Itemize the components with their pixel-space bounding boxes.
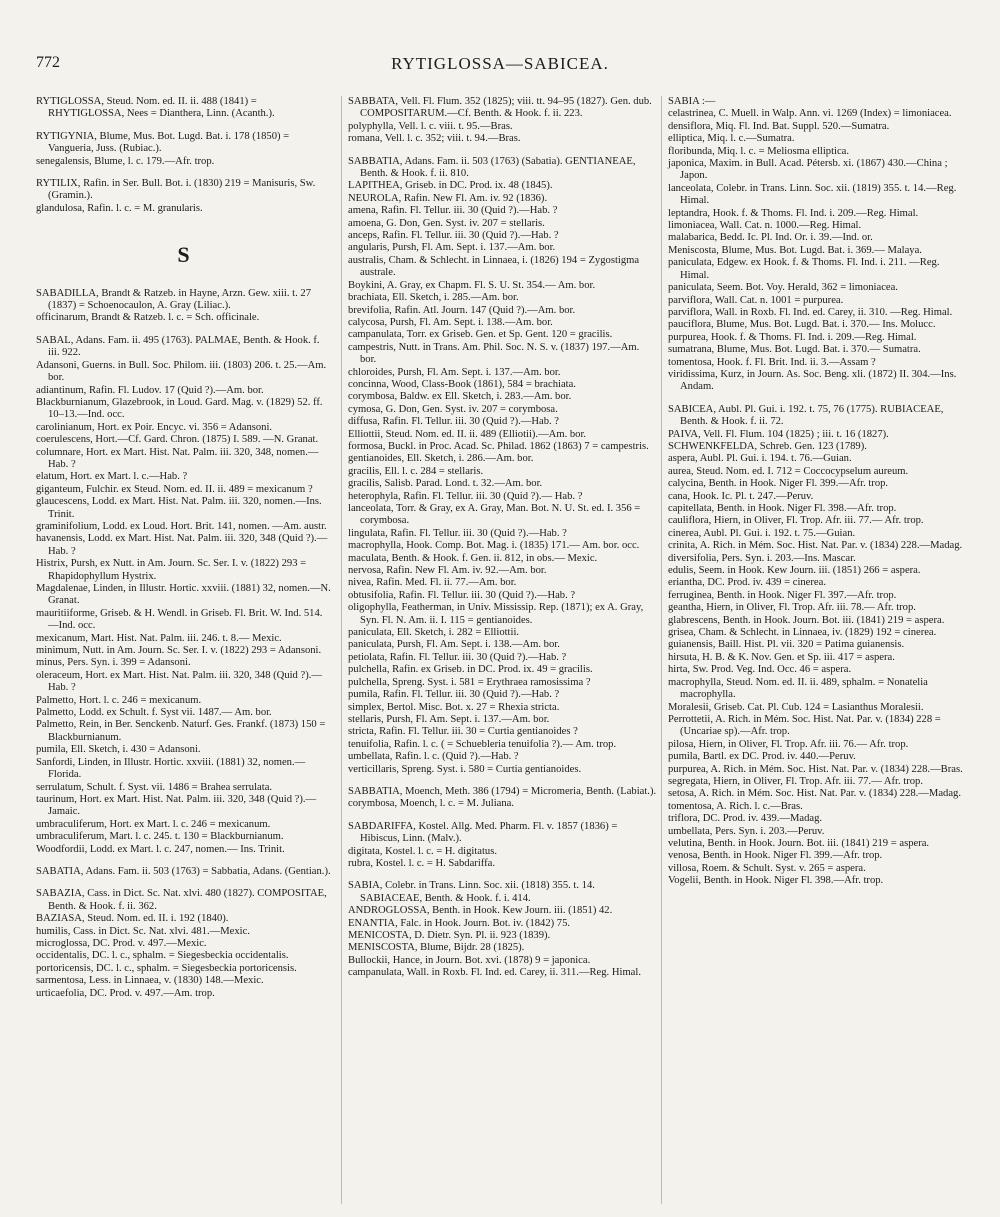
species-entry: brachiata, Ell. Sketch, i. 285.—Am. bor. bbox=[348, 292, 519, 304]
species-entry: Moralesii, Griseb. Cat. Pl. Cub. 124 = Lasianthus Moralesii. bbox=[668, 701, 924, 713]
species-entry: adiantinum, Rafin. Fl. Ludov. 17 (Quid ?).—Am. bor. bbox=[36, 384, 264, 396]
species-entry: gentianoides, Ell. Sketch, i. 286.—Am. bor. bbox=[348, 453, 534, 465]
species-entry: amoena, G. Don, Gen. Syst. iv. 207 = stellaris. bbox=[348, 217, 545, 229]
species-entry: serrulatum, Schult. f. Syst. vii. 1486 = Brahea serrulata. bbox=[36, 781, 273, 793]
species-entry: havanensis, Lodd. ex Mart. Hist. Nat. Palm. iii. 320, 348 (Quid ?).—Hab. ? bbox=[36, 533, 328, 557]
species-entry: umbellata, Rafin. l. c. (Quid ?).—Hab. ? bbox=[348, 751, 519, 763]
species-entry: graminifolium, Lodd. ex Loud. Hort. Brit. 141, nomen. —Am. austr. bbox=[36, 520, 327, 532]
species-entry: Magdalenae, Linden, in Illustr. Hortic. xxviii. (1881) 32, nomen.—N. Granat. bbox=[36, 583, 331, 607]
species-entry: mauritiiforme, Griseb. & H. Wendl. in Griseb. Fl. Brit. W. Ind. 514.—Ind. occ. bbox=[36, 607, 323, 632]
species-entry: MENISCOSTA, Blume, Bijdr. 28 (1825). bbox=[348, 942, 525, 954]
species-entry: campestris, Nutt. in Trans. Am. Phil. Soc. N. S. v. (1837) 197.—Am. bor. bbox=[348, 341, 640, 366]
entry-block bbox=[348, 821, 657, 871]
entry-block bbox=[36, 335, 331, 856]
species-entry: occidentalis, DC. l. c., sphalm. = Siegesbeckia occidentalis. bbox=[36, 950, 289, 962]
species-entry: giganteum, Fulchir. ex Steud. Nom. ed. II. ii. 489 = mexicanum ? bbox=[36, 483, 313, 495]
species-entry: Palmetto, Hort. l. c. 246 = mexicanum. bbox=[36, 694, 202, 706]
species-entry: hirsuta, H. B. & K. Nov. Gen. et Sp. iii. 417 = aspera. bbox=[668, 651, 895, 663]
species-entry: velutina, Benth. in Hook. Journ. Bot. iii. (1841) 219 = aspera. bbox=[668, 837, 930, 849]
species-entry: cymosa, G. Don, Gen. Syst. iv. 207 = corymbosa. bbox=[348, 403, 558, 415]
species-entry: grisea, Cham. & Schlecht. in Linnaea, iv. (1829) 192 = cinerea. bbox=[668, 627, 937, 639]
species-entry: parviflora, Wall. in Roxb. Fl. Ind. ed. Carey, ii. 310. —Reg. Himal. bbox=[668, 306, 953, 318]
genus-entry: SABAL, Adans. Fam. ii. 495 (1763). PALMAE, Benth. & Hook. f. iii. 922. bbox=[36, 334, 320, 359]
species-entry: calycina, Benth. in Hook. Niger Fl. 399.—Afr. trop. bbox=[668, 478, 889, 490]
species-entry: columnare, Hort. ex Mart. Hist. Nat. Palm. iii. 320, 348, nomen.—Hab. ? bbox=[36, 446, 319, 470]
species-entry: Elliottii, Steud. Nom. ed. II. ii. 489 (Elliotii).—Am. bor. bbox=[348, 428, 587, 440]
species-entry: viridissima, Kurz, in Journ. As. Soc. Beng. xli. (1872) II. 304.—Ins. Andam. bbox=[668, 368, 957, 393]
species-entry: macrophylla, Steud. Nom. ed. II. ii. 489, sphalm. = Nonatelia macrophylla. bbox=[668, 676, 928, 701]
genus-entry: RYTIGLOSSA, Steud. Nom. ed. II. ii. 488 (1841) = RHYTIGLOSSA, Nees = Dianthera, Linn. (Acanth.). bbox=[36, 96, 275, 120]
species-entry: obtusifolia, Rafin. Fl. Tellur. iii. 30 (Quid ?).—Hab. ? bbox=[348, 589, 576, 601]
species-entry: Sanfordi, Linden, in Illustr. Hortic. xxviii. (1881) 32, nomen.—Florida. bbox=[36, 756, 306, 781]
species-entry: aurea, Steud. Nom. ed. I. 712 = Coccocypselum aureum. bbox=[668, 465, 909, 477]
species-entry: capitellata, Benth. in Hook. Niger Fl. 398.—Afr. trop. bbox=[668, 503, 897, 514]
species-entry: oleraceum, Hort. ex Mart. Hist. Nat. Palm. iii. 320, 348 (Quid ?).—Hab. ? bbox=[36, 669, 322, 694]
genus-entry: RYTIGYNIA, Blume, Mus. Bot. Lugd. Bat. i. 178 (1850) = Vangueria, Juss. (Rubiac.). bbox=[36, 130, 290, 155]
text-columns bbox=[36, 96, 964, 1204]
species-entry: cauliflora, Hiern, in Oliver, Fl. Trop. Afr. iii. 77.— Afr. trop. bbox=[668, 515, 924, 527]
entry-block bbox=[348, 786, 657, 811]
entry-block bbox=[348, 156, 657, 776]
species-entry: venosa, Benth. in Hook. Niger Fl. 399.—Afr. trop. bbox=[668, 850, 883, 862]
species-entry: pilosa, Hiern, in Oliver, Fl. Trop. Afr. iii. 76.— Afr. trop. bbox=[668, 738, 909, 750]
entry-block bbox=[668, 96, 971, 394]
species-entry: paniculata, Seem. Bot. Voy. Herald, 362 = limoniacea. bbox=[668, 282, 898, 294]
species-entry: diversifolia, Pers. Syn. i. 203.—Ins. Mascar. bbox=[668, 552, 856, 564]
species-entry: lanceolata, Colebr. in Trans. Linn. Soc. xii. (1819) 355. t. 14.—Reg. Himal. bbox=[668, 182, 957, 207]
section-letter: S bbox=[177, 242, 190, 268]
species-entry: elliptica, Miq. l. c.—Sumatra. bbox=[668, 133, 795, 145]
species-entry: corymbosa, Baldw. ex Ell. Sketch, i. 283.—Am. bor. bbox=[348, 391, 572, 403]
species-entry: cana, Hook. Ic. Pl. t. 247.—Peruv. bbox=[668, 490, 814, 502]
species-entry: diffusa, Rafin. Fl. Tellur. iii. 30 (Quid ?).—Hab. ? bbox=[348, 416, 560, 428]
entry-block bbox=[348, 96, 657, 146]
species-entry: umbraculiferum, Hort. ex Mart. l. c. 246 = mexicanum. bbox=[36, 818, 271, 830]
entry-block bbox=[348, 880, 657, 979]
page-number: 772 bbox=[36, 54, 60, 71]
species-entry: SCHWENKFELDA, Schreb. Gen. 123 (1789). bbox=[668, 440, 867, 452]
species-entry: Bullockii, Hance, in Journ. Bot. xvi. (1878) 9 = japonica. bbox=[348, 954, 591, 966]
genus-entry: SABIA, Colebr. in Trans. Linn. Soc. xii. (1818) 355. t. 14. SABIACEAE, Benth. & Hook. f. i. 414. bbox=[348, 880, 595, 904]
species-entry: glabrescens, Benth. in Hook. Journ. Bot. iii. (1841) 219 = aspera. bbox=[668, 614, 945, 626]
column-2 bbox=[341, 96, 657, 1204]
species-entry: floribunda, Miq. l. c. = Meliosma elliptica. bbox=[668, 145, 850, 157]
entry-block bbox=[36, 96, 331, 121]
species-entry: digitata, Kostel. l. c. = H. digitatus. bbox=[348, 845, 497, 857]
species-entry: gracilis, Ell. l. c. 284 = stellaris. bbox=[348, 465, 484, 477]
species-entry: crinita, A. Rich. in Mém. Soc. Hist. Nat. Par. v. (1834) 228.—Madag. bbox=[668, 540, 963, 552]
species-entry: minimum, Nutt. in Am. Journ. Sc. Ser. I. v. (1822) 293 = Adansoni. bbox=[36, 645, 322, 657]
species-entry: aspera, Aubl. Pl. Gui. i. 194. t. 76.—Guian. bbox=[668, 453, 852, 465]
species-entry: setosa, A. Rich. in Mém. Soc. Hist. Nat. Par. v. (1834) 228.—Madag. bbox=[668, 788, 961, 800]
species-entry: PAIVA, Vell. Fl. Flum. 104 (1825) ; iii. t. 16 (1827). bbox=[668, 428, 889, 440]
species-entry: carolinianum, Hort. ex Poir. Encyc. vi. 356 = Adansoni. bbox=[36, 421, 273, 433]
species-entry: glandulosa, Rafin. l. c. = M. granularis. bbox=[36, 202, 203, 214]
entry-block bbox=[36, 288, 331, 325]
species-entry: portoricensis, DC. l. c., sphalm. = Siegesbeckia portoricensis. bbox=[36, 962, 297, 974]
species-entry: japonica, Maxim. in Bull. Acad. Pétersb. xi. (1867) 430.—China ; Japon. bbox=[668, 158, 948, 182]
species-entry: petiolata, Rafin. Fl. Tellur. iii. 30 (Quid ?).—Hab. ? bbox=[348, 651, 567, 663]
species-entry: gracilis, Salisb. Parad. Lond. t. 32.—Am. bor. bbox=[348, 478, 543, 490]
species-entry: Vogelii, Benth. in Hook. Niger Fl. 398.—Afr. trop. bbox=[668, 875, 884, 887]
genus-entry: SABAZIA, Cass. in Dict. Sc. Nat. xlvi. 480 (1827). COMPOSITAE, Benth. & Hook. f. ii. 362. bbox=[36, 888, 327, 912]
species-entry: MENICOSTA, D. Dietr. Syn. Pl. ii. 923 (1839). bbox=[348, 930, 551, 941]
species-entry: paniculata, Edgew. ex Hook. f. & Thoms. Fl. Ind. i. 211. —Reg. Himal. bbox=[668, 257, 940, 281]
species-entry: Woodfordii, Lodd. ex Mart. l. c. 247, nomen.— Ins. Trinit. bbox=[36, 843, 285, 855]
species-entry: simplex, Bertol. Misc. Bot. x. 27 = Rhexia stricta. bbox=[348, 701, 560, 713]
species-entry: pauciflora, Blume, Mus. Bot. Lugd. Bat. i. 370.— Ins. Molucc. bbox=[668, 319, 936, 331]
species-entry: densiflora, Miq. Fl. Ind. Bat. Suppl. 520.—Sumatra. bbox=[668, 120, 890, 132]
species-entry: campanulata, Torr. ex Griseb. Gen. et Sp. Gent. 120 = gracilis. bbox=[348, 329, 613, 341]
species-entry: tenuifolia, Rafin. l. c. ( = Schuebleria tenuifolia ?).— Am. trop. bbox=[348, 738, 617, 750]
genus-entry: SABBATIA, Moench, Meth. 386 (1794) = Micromeria, Benth. (Labiat.). bbox=[348, 785, 657, 797]
genus-entry: SABDARIFFA, Kostel. Allg. Med. Pharm. Fl. v. 1857 (1836) = Hibiscus, Linn. (Malv.). bbox=[348, 820, 618, 845]
column-1 bbox=[36, 96, 331, 1204]
genus-entry: SABATIA, Adans. Fam. ii. 503 (1763) = Sabbatia, Adans. (Gentian.). bbox=[36, 865, 331, 877]
page-header bbox=[36, 54, 964, 78]
species-entry: eriantha, DC. Prod. iv. 439 = cinerea. bbox=[668, 577, 826, 589]
species-entry: leptandra, Hook. f. & Thoms. Fl. Ind. i. 209.—Reg. Himal. bbox=[668, 207, 919, 219]
species-entry: glaucescens, Lodd. ex Mart. Hist. Nat. Palm. iii. 320, nomen.—Ins. Trinit. bbox=[36, 496, 322, 520]
species-entry: macrophylla, Hook. Comp. Bot. Mag. i. (1835) 171.— Am. bor. occ. bbox=[348, 540, 640, 552]
species-entry: purpurea, Hook. f. & Thoms. Fl. Ind. i. 209.—Reg. Himal. bbox=[668, 331, 917, 343]
species-entry: romana, Vell. l. c. 352; viii. t. 94.—Bras. bbox=[348, 133, 521, 145]
species-entry: umbellata, Pers. Syn. i. 203.—Peruv. bbox=[668, 825, 825, 837]
species-entry: paniculata, Pursh, Fl. Am. Sept. i. 138.—Am. bor. bbox=[348, 639, 560, 651]
species-entry: paniculata, Ell. Sketch, i. 282 = Elliottii. bbox=[348, 627, 520, 639]
species-entry: formosa, Buckl. in Proc. Acad. Sc. Philad. 1862 (1863) 7 = campestris. bbox=[348, 440, 649, 452]
species-entry: Meniscosta, Blume, Mus. Bot. Lugd. Bat. i. 369.— Malaya. bbox=[668, 244, 922, 256]
species-entry: celastrinea, C. Muell. in Walp. Ann. vi. 1269 (Index) = limoniacea. bbox=[668, 108, 952, 120]
species-entry: microglossa, DC. Prod. v. 497.—Mexic. bbox=[36, 937, 207, 949]
species-entry: triflora, DC. Prod. iv. 439.—Madag. bbox=[668, 813, 823, 825]
species-entry: Blackburnianum, Glazebrook, in Loud. Gard. Mag. v. (1829) 52. ff. 10–13.—Ind. occ. bbox=[36, 396, 323, 421]
species-entry: sarmentosa, Less. in Linnaea, v. (1830) 148.—Mexic. bbox=[36, 975, 264, 987]
species-entry: chloroides, Pursh, Fl. Am. Sept. i. 137.—Am. bor. bbox=[348, 366, 561, 378]
species-entry: segregata, Hiern, in Oliver, Fl. Trop. Afr. iii. 77.— Afr. trop. bbox=[668, 775, 923, 787]
species-entry: ferruginea, Benth. in Hook. Niger Fl. 397.—Afr. trop. bbox=[668, 589, 897, 601]
species-entry: senegalensis, Blume, l. c. 179.—Afr. trop. bbox=[36, 155, 215, 167]
species-entry: stellaris, Pursh, Fl. Am. Sept. i. 137.—Am. bor. bbox=[348, 713, 550, 725]
species-entry: umbraculiferum, Mart. l. c. 245. t. 130 = Blackburnianum. bbox=[36, 831, 284, 843]
species-entry: calycosa, Pursh, Fl. Am. Sept. i. 138.—Am. bor. bbox=[348, 316, 553, 328]
species-entry: edulis, Seem. in Hook. Kew Journ. iii. (1851) 266 = aspera. bbox=[668, 565, 921, 577]
species-entry: angularis, Pursh, Fl. Am. Sept. i. 137.—Am. bor. bbox=[348, 242, 556, 254]
entry-block bbox=[668, 404, 971, 888]
species-entry: nivea, Rafin. Med. Fl. ii. 77.—Am. bor. bbox=[348, 577, 517, 589]
genus-entry: SABBATIA, Adans. Fam. ii. 503 (1763) (Sabatia). GENTIANEAE, Benth. & Hook. f. ii. 810. bbox=[348, 155, 636, 180]
species-entry: lanceolata, Torr. & Gray, ex A. Gray, Man. Bot. N. U. St. ed. I. 356 = corymbosa. bbox=[348, 503, 641, 527]
species-entry: purpurea, A. Rich. in Mém. Soc. Hist. Nat. Par. v. (1834) 228.—Bras. bbox=[668, 763, 963, 775]
genus-entry: SABBATA, Vell. Fl. Flum. 352 (1825); viii. tt. 94–95 (1827). Gen. dub. COMPOSITARUM.—Cf. Benth. & Hook. f. ii. 223. bbox=[348, 96, 652, 120]
species-entry: verticillaris, Spreng. Syst. i. 580 = Curtia gentianoides. bbox=[348, 763, 582, 775]
species-entry: mexicanum, Mart. Hist. Nat. Palm. iii. 246. t. 8.— Mexic. bbox=[36, 632, 282, 644]
species-entry: limoniacea, Wall. Cat. n. 1000.—Reg. Himal. bbox=[668, 220, 862, 232]
running-head: RYTIGLOSSA—SABICEA. bbox=[391, 54, 609, 73]
species-entry: campanulata, Wall. in Roxb. Fl. Ind. ed. Carey, ii. 311.—Reg. Himal. bbox=[348, 967, 641, 979]
species-entry: pumila, Rafin. Fl. Tellur. iii. 30 (Quid ?).—Hab. ? bbox=[348, 689, 560, 701]
species-entry: NEUROLA, Rafin. New Fl. Am. iv. 92 (1836). bbox=[348, 192, 548, 204]
species-entry: Perrottetii, A. Rich. in Mém. Soc. Hist. Nat. Par. v. (1834) 228 = (Uncariae sp).—Afr. trop. bbox=[668, 713, 941, 738]
entry-block bbox=[36, 178, 331, 215]
species-entry: humilis, Cass. in Dict. Sc. Nat. xlvi. 481.—Mexic. bbox=[36, 925, 250, 937]
species-entry: officinarum, Brandt & Ratzeb. l. c. = Sch. officinale. bbox=[36, 312, 260, 324]
species-entry: tomentosa, Hook. f. Fl. Brit. Ind. ii. 3.—Assam ? bbox=[668, 356, 876, 368]
species-entry: hirta, Sw. Prod. Veg. Ind. Occ. 46 = aspera. bbox=[668, 664, 852, 676]
species-entry: rubra, Kostel. l. c. = H. Sabdariffa. bbox=[348, 857, 495, 869]
species-entry: villosa, Roem. & Schult. Syst. v. 265 = aspera. bbox=[668, 862, 866, 874]
species-entry: brevifolia, Rafin. Atl. Journ. 147 (Quid ?).—Am. bor. bbox=[348, 304, 576, 316]
species-entry: lingulata, Rafin. Fl. Tellur. iii. 30 (Quid ?).—Hab. ? bbox=[348, 527, 567, 539]
species-entry: geantha, Hiern, in Oliver, Fl. Trop. Afr. iii. 78.— Afr. trop. bbox=[668, 602, 916, 614]
species-entry: Palmetto, Rein, in Ber. Senckenb. Naturf. Ges. Frankf. (1873) 150 = Blackburnianum. bbox=[36, 719, 326, 743]
species-entry: parviflora, Wall. Cat. n. 1001 = purpurea. bbox=[668, 294, 844, 306]
species-entry: corymbosa, Moench, l. c. = M. Juliana. bbox=[348, 798, 515, 810]
species-entry: cinerea, Aubl. Pl. Gui. i. 192. t. 75.—Guian. bbox=[668, 527, 856, 539]
species-entry: tomentosa, A. Rich. l. c.—Bras. bbox=[668, 800, 803, 812]
species-entry: coerulescens, Hort.—Cf. Gard. Chron. (1875) I. 589. —N. Granat. bbox=[36, 434, 319, 446]
species-entry: pulchella, Spreng. Syst. i. 581 = Erythraea ramosissima ? bbox=[348, 676, 591, 688]
species-entry: heterophyla, Rafin. Fl. Tellur. iii. 30 (Quid ?).— Hab. ? bbox=[348, 490, 583, 502]
species-entry: anceps, Rafin. Fl. Tellur. iii. 30 (Quid ?).—Hab. ? bbox=[348, 230, 559, 242]
column-3 bbox=[661, 96, 971, 1204]
species-entry: LAPITHEA, Griseb. in DC. Prod. ix. 48 (1845). bbox=[348, 180, 553, 192]
species-entry: ENANTIA, Falc. in Hook. Journ. Bot. iv. (1842) 75. bbox=[348, 917, 571, 929]
genus-entry: SABADILLA, Brandt & Ratzeb. in Hayne, Arzn. Gew. xiii. t. 27 (1837) = Schoenocaulon, A. Gray (Liliac.). bbox=[36, 287, 311, 312]
genus-entry: SABIA :— bbox=[668, 96, 716, 107]
species-entry: BAZIASA, Steud. Nom. ed. II. i. 192 (1840). bbox=[36, 913, 229, 925]
species-entry: Palmetto, Lodd. ex Schult. f. Syst vii. 1487.— Am. bor. bbox=[36, 707, 272, 719]
species-entry: nervosa, Rafin. New Fl. Am. iv. 92.—Am. bor. bbox=[348, 565, 547, 577]
species-entry: stricta, Rafin. Fl. Tellur. iii. 30 = Curtia gentianoides ? bbox=[348, 726, 578, 738]
species-entry: Boykini, A. Gray, ex Chapm. Fl. S. U. St. 354.— Am. bor. bbox=[348, 279, 596, 291]
species-entry: concinna, Wood, Class-Book (1861), 584 = brachiata. bbox=[348, 378, 576, 390]
species-entry: taurinum, Hort. ex Mart. Hist. Nat. Palm. iii. 320, 348 (Quid ?).—Jamaic. bbox=[36, 793, 317, 818]
species-entry: oligophylla, Featherman, in Univ. Mississip. Rep. (1871); ex A. Gray, Syn. Fl. N. Am. ii. I. 115 = gentianoides. bbox=[348, 602, 644, 626]
entry-block bbox=[36, 866, 331, 878]
species-entry: minus, Pers. Syn. i. 399 = Adansoni. bbox=[36, 657, 191, 669]
species-entry: australis, Cham. & Schlecht. in Linnaea, i. (1826) 194 = Zygostigma australe. bbox=[348, 254, 640, 279]
species-entry: guianensis, Baill. Hist. Pl. vii. 320 = Patima guianensis. bbox=[668, 639, 905, 651]
species-entry: pumila, Ell. Sketch, i. 430 = Adansoni. bbox=[36, 744, 201, 756]
species-entry: Adansoni, Guerns. in Bull. Soc. Philom. iii. (1803) 206. t. 25.—Am. bor. bbox=[36, 359, 327, 384]
genus-entry: RYTILIX, Rafin. in Ser. Bull. Bot. i. (1830) 219 = Manisuris, Sw. (Gramin.). bbox=[36, 178, 316, 202]
entry-block bbox=[36, 131, 331, 168]
species-entry: sumatrana, Blume, Mus. Bot. Lugd. Bat. i. 370.— Sumatra. bbox=[668, 344, 921, 356]
species-entry: urticaefolia, DC. Prod. v. 497.—Am. trop. bbox=[36, 987, 215, 999]
species-entry: maculata, Benth. & Hook. f. Gen. ii. 812, in obs.— Mexic. bbox=[348, 552, 598, 564]
species-entry: malabarica, Bedd. Ic. Pl. Ind. Or. i. 39.—Ind. or. bbox=[668, 232, 873, 244]
species-entry: amena, Rafin. Fl. Tellur. iii. 30 (Quid ?).—Hab. ? bbox=[348, 205, 558, 217]
species-entry: pulchella, Rafin. ex Griseb. in DC. Prod. ix. 49 = gracilis. bbox=[348, 664, 593, 676]
entry-block bbox=[36, 888, 331, 1000]
species-entry: Histrix, Pursh, ex Nutt. in Am. Journ. Sc. Ser. I. v. (1822) 293 = Rhapidophyllum Hystrix. bbox=[36, 558, 307, 582]
species-entry: polyphylla, Vell. l. c. viii. t. 95.—Bras. bbox=[348, 120, 513, 132]
species-entry: ANDROGLOSSA, Benth. in Hook. Kew Journ. iii. (1851) 42. bbox=[348, 905, 613, 917]
species-entry: elatum, Hort. ex Mart. l. c.—Hab. ? bbox=[36, 471, 188, 483]
species-entry: pumila, Bartl. ex DC. Prod. iv. 440.—Peruv. bbox=[668, 751, 856, 763]
genus-entry: SABICEA, Aubl. Pl. Gui. i. 192. t. 75, 76 (1775). RUBIACEAE, Benth. & Hook. f. ii. 72. bbox=[668, 403, 944, 428]
